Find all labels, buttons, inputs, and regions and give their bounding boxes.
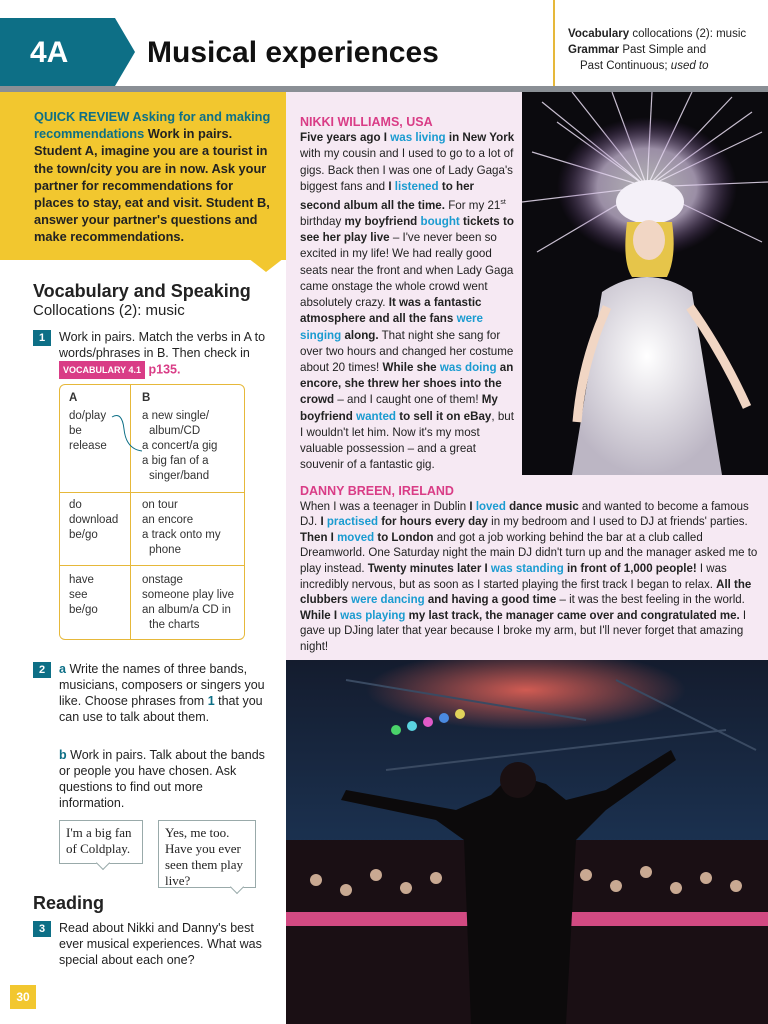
vocabulary-aim: collocations (2): music <box>632 28 747 40</box>
vocab-section-title: Vocabulary and Speaking <box>33 281 251 301</box>
reading-section-title: Reading <box>33 893 105 913</box>
group-1-phrases <box>142 409 242 484</box>
phrase-item: the charts <box>149 619 200 631</box>
phrase-item: someone play live <box>142 589 235 601</box>
phrase-item: onstage <box>142 574 183 586</box>
matching-table <box>59 384 245 640</box>
exercise-1-text: Work in pairs. Match the verbs in A to words/phrases in B. Then check in <box>59 330 266 360</box>
phrase-item: on tour <box>142 499 178 511</box>
group-3-phrases <box>142 573 242 633</box>
performer-photo <box>522 92 768 475</box>
nikki-name: NIKKI WILLIAMS, USA <box>300 115 433 129</box>
exercise-1-instructions <box>59 329 269 379</box>
verb-item: download <box>69 514 119 526</box>
phrase-item: singer/band <box>149 470 210 482</box>
phrase-item: an encore <box>142 514 194 526</box>
verb-item: be/go <box>69 604 98 616</box>
speech-bubble-left: I'm a big fan of Coldplay. <box>59 820 143 864</box>
group-2-verbs <box>69 498 129 543</box>
vocab-section-subtitle: Collocations (2): music <box>33 302 185 319</box>
column-a-header: A <box>69 392 78 404</box>
danny-name: DANNY BREEN, IRELAND <box>300 484 454 498</box>
phrase-item: phone <box>149 544 181 556</box>
group-1-verbs <box>69 409 129 454</box>
crowd-photo <box>286 660 768 1024</box>
speech-bubble-right: Yes, me too. Have you ever seen them play live? <box>158 820 256 888</box>
page-title: Musical experiences <box>147 36 439 69</box>
phrase-item: a big fan of a <box>142 455 209 467</box>
header-divider <box>553 0 555 86</box>
exercise-2a-text-2: that you can use to talk about them. <box>59 694 263 724</box>
exercise-2b-text: Work in pairs. Talk about the bands or people you have chosen. Ask questions to find out more information. <box>59 748 265 810</box>
phrase-item: a concert/a gig <box>142 440 218 452</box>
verb-item: do/play <box>69 410 107 422</box>
group-3-verbs <box>69 573 129 618</box>
page-header <box>0 0 768 92</box>
grammar-label: Grammar <box>568 44 620 56</box>
verb-item: have <box>69 574 94 586</box>
grammar-aim-3: used to <box>670 60 709 72</box>
verb-item: be/go <box>69 529 98 541</box>
verb-item: see <box>69 589 88 601</box>
page-number: 30 <box>10 985 36 1009</box>
lesson-aims <box>568 26 746 74</box>
exercise-1-badge: 1 <box>33 330 51 346</box>
unit-tab-arrow <box>115 18 135 86</box>
exercise-2b <box>59 747 269 811</box>
table-row-divider <box>60 565 244 566</box>
grammar-aim: Past Simple and <box>622 44 707 56</box>
quick-review-heading: QUICK REVIEW Asking for and making recommendations <box>34 109 271 142</box>
exercise-2b-label: b <box>59 748 67 762</box>
column-b-header: B <box>142 392 151 404</box>
quick-review-body: Work in pairs. Student A, imagine you are a tourist in the town/city you are in now. Ask your partner for recommendations for places to stay, eat and visit. Student B, answer your partner's questions and make recommendations. <box>34 126 270 245</box>
verb-item: be <box>69 425 82 437</box>
exercise-2a-ref: 1 <box>207 694 215 708</box>
group-2-phrases <box>142 498 242 558</box>
phrase-item: an album/a CD in <box>142 604 231 616</box>
exercise-3-instructions: Read about Nikki and Danny's best ever musical experiences. What was special about each one? <box>59 921 262 967</box>
quick-review-box <box>0 92 286 260</box>
phrase-item: a track onto my <box>142 529 221 541</box>
quick-review-notch <box>248 258 284 272</box>
exercise-2a-label: a <box>59 662 66 676</box>
vocabulary-label: Vocabulary <box>568 28 630 40</box>
unit-number: 4A <box>30 36 69 69</box>
verb-item: do <box>69 499 82 511</box>
phrase-item: album/CD <box>149 425 201 437</box>
exercise-2-badge: 2 <box>33 662 51 678</box>
exercise-2a <box>59 661 269 725</box>
verb-item: release <box>69 440 107 452</box>
exercise-3-badge: 3 <box>33 921 51 937</box>
danny-article: DANNY BREEN, IRELAND When I was a teenager in Dublin I loved dance music and wanted to become a famous DJ. I practised for hours every day in my bedroom and I used to DJ at friends' parties. Then I moved to London and got a job working behind the bar at a club called Dreamworld. One Saturday night the main DJ didn't turn up and the manager asked me to play instead. Twenty minutes later I was standing in front of 1,000 people! I was incredibly nervous, but as soon as I started playing the first track I began to relax. All the clubbers were dancing and having a good time – it was the best feeling in the world. While I was playing my last track, the manager came over and congratulated me. I gave up DJing later that year because I broke my arm, but I'll never forget that amazing night! <box>300 484 762 656</box>
nikki-article: NIKKI WILLIAMS, USA Five years ago I was living in New York with my cousin and I used to go to a lot of gigs. Back then I was one of Lady Gaga's biggest fans and I listened to her second album all the time. For my 21st birthday my boyfriend bought tickets to see her play live – I've never been so excited in my life! We had really good seats near the front and when Lady Gaga came onstage the whole crowd went absolutely crazy. It was a fantastic atmosphere and all the fans were singing along. That night she sang for over two hours and changed her costume about 20 times! While she was doing an encore, she threw her shoes into the crowd – and I caught one of them! My boyfriend wanted to sell it on eBay, but I wouldn't let him. Now it's my most valuable possession – and a great souvenir of a fantastic gig. <box>300 115 515 472</box>
table-row-divider <box>60 492 244 493</box>
exercise-2a-text: Write the names of three bands, musicians, composers or singers you like. Choose phrases from <box>59 662 265 708</box>
grammar-aim-2: Past Continuous; <box>580 60 668 72</box>
vocabulary-tag[interactable]: VOCABULARY 4.1 <box>59 361 145 379</box>
page-reference-link[interactable]: p135. <box>148 362 181 377</box>
phrase-item: a new single/ <box>142 410 210 422</box>
